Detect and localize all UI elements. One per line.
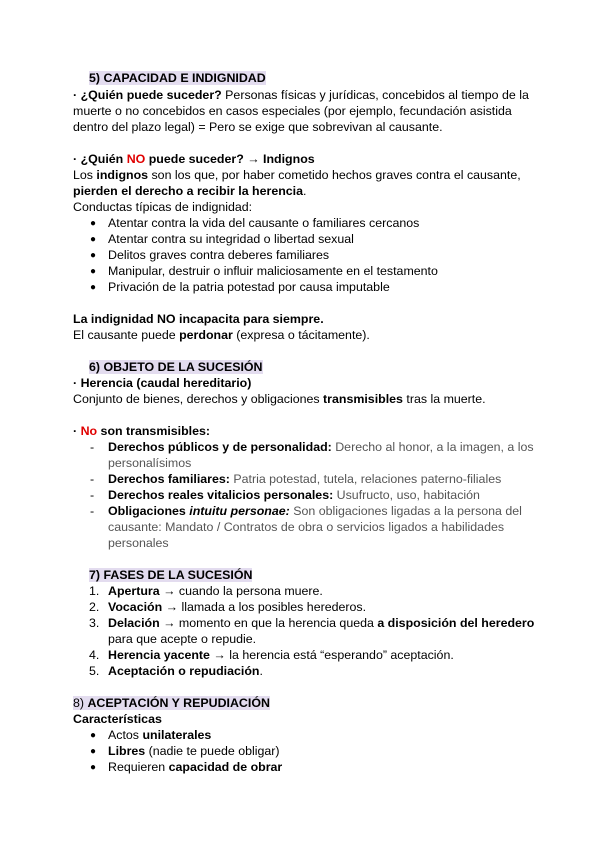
list-number: 1. (89, 584, 100, 598)
section-8-heading: 8) ACEPTACIÓN Y REPUDIACIÓN (73, 696, 270, 710)
list-item: Delitos graves contra deberes familiares (108, 248, 330, 262)
section-7-heading: 7) FASES DE LA SUCESIÓN (89, 568, 253, 582)
list-item: Delación → momento en que la herencia queda a disposición del heredero (108, 616, 535, 630)
bullet-icon: ● (90, 282, 97, 293)
bullet-icon: ● (90, 250, 97, 261)
no-incapacita: La indignidad NO incapacita para siempre. (73, 312, 324, 326)
list-item: Privación de la patria potestad por causa imputable (108, 280, 390, 294)
herencia-title: · Herencia (caudal hereditario) (73, 376, 252, 390)
perdon-line: El causante puede perdonar (expresa o tácitamente). (73, 328, 370, 342)
dash-icon: - (90, 504, 95, 518)
list-item: Libres (nadie te puede obligar) (108, 744, 280, 758)
list-item: Obligaciones intuitu personae: Son obligaciones ligadas a la persona del (108, 504, 522, 518)
list-item: Atentar contra la vida del causante o familiares cercanos (108, 216, 420, 230)
list-item: Derechos familiares: Patria potestad, tutela, relaciones paterno-filiales (108, 472, 502, 486)
list-number: 5. (89, 664, 100, 678)
q1-line: · ¿Quién puede suceder? Personas físicas y jurídicas, concebidos al tiempo de la (73, 88, 529, 102)
list-item: Manipular, destruir o influir maliciosamente en el testamento (108, 264, 438, 278)
list-item: Vocación → llamada a los posibles herederos. (108, 600, 367, 614)
no-transmisibles-title: · No son transmisibles: (73, 424, 211, 438)
q1-line3: dentro del plazo legal) = Pero se exige que sobrevivan al causante. (73, 120, 443, 134)
q2-line: · ¿Quién NO puede suceder? → Indignos (73, 152, 315, 166)
list-item-cont: personales (108, 536, 169, 550)
list-item-cont: personalísimos (108, 456, 192, 470)
indignos-line2: pierden el derecho a recibir la herencia. (73, 184, 307, 198)
indignos-line1: Los indignos son los que, por haber cometido hechos graves contra el causante, (73, 168, 521, 182)
dash-icon: - (90, 488, 95, 502)
bullet-icon: ● (90, 762, 97, 773)
caracteristicas-title: Características (73, 712, 162, 726)
section-6-heading: 6) OBJETO DE LA SUCESIÓN (89, 360, 263, 374)
list-number: 2. (89, 600, 100, 614)
list-number: 3. (89, 616, 100, 630)
list-item-cont: causante: Mandato / Contratos de obra o servicios ligados a habilidades (108, 520, 505, 534)
list-item: Requieren capacidad de obrar (108, 760, 283, 774)
list-item: Herencia yacente → la herencia está “esperando” aceptación. (108, 648, 454, 662)
q1-line2: muerte o no concebidos en casos especiales (por ejemplo, fecundación asistida (73, 104, 512, 118)
list-item: Apertura → cuando la persona muere. (108, 584, 323, 598)
bullet-icon: ● (90, 218, 97, 229)
list-item-cont: para que acepte o repudie. (108, 632, 257, 646)
list-item: Derechos públicos y de personalidad: Derecho al honor, a la imagen, a los (108, 440, 534, 454)
dash-icon: - (90, 440, 95, 454)
list-number: 4. (89, 648, 100, 662)
herencia-def: Conjunto de bienes, derechos y obligaciones transmisibles tras la muerte. (73, 392, 486, 406)
conductas-title: Conductas típicas de indignidad: (73, 200, 253, 214)
list-item: Actos unilaterales (108, 728, 212, 742)
section-5-heading: 5) CAPACIDAD E INDIGNIDAD (89, 71, 266, 85)
dash-icon: - (90, 472, 95, 486)
list-item: Aceptación o repudiación. (108, 664, 263, 678)
bullet-icon: ● (90, 234, 97, 245)
bullet-icon: ● (90, 746, 97, 757)
list-item: Atentar contra su integridad o libertad sexual (108, 232, 354, 246)
bullet-icon: ● (90, 730, 97, 741)
bullet-icon: ● (90, 266, 97, 277)
list-item: Derechos reales vitalicios personales: Usufructo, uso, habitación (108, 488, 480, 502)
